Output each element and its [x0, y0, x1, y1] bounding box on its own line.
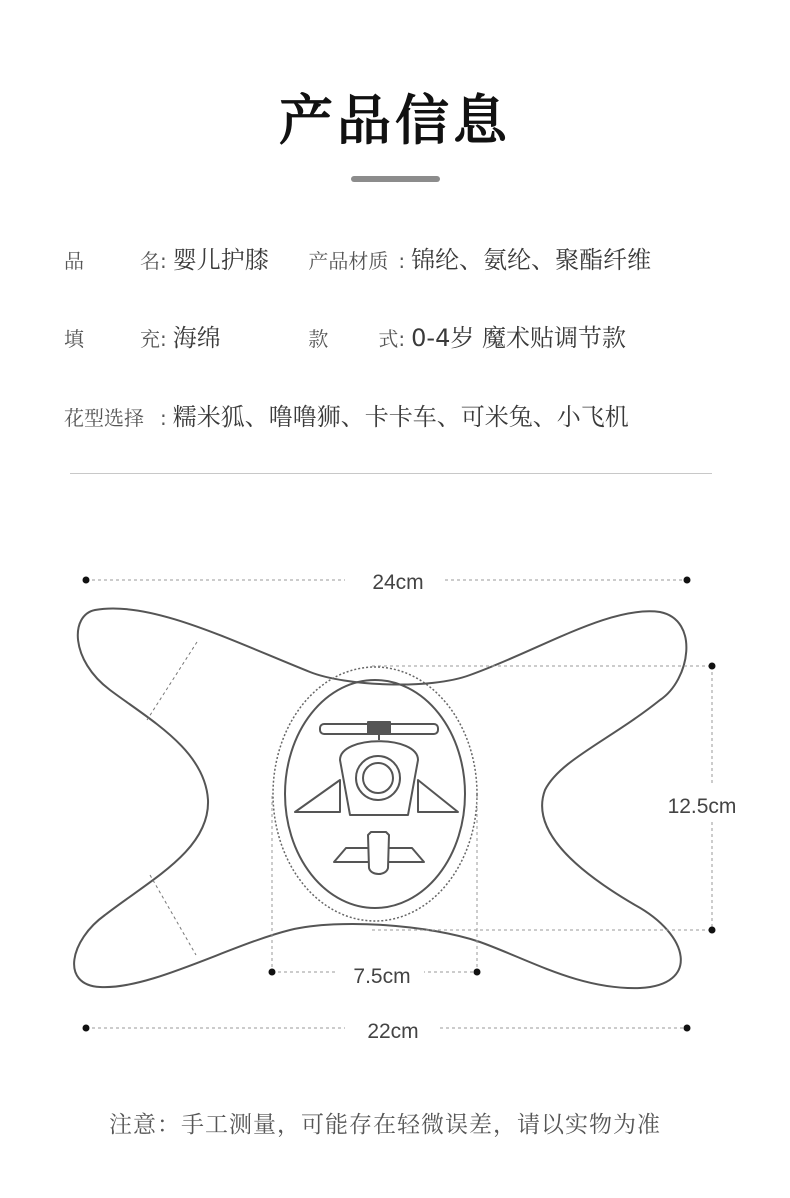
dim-width-top: [83, 571, 691, 594]
section-divider: [70, 473, 712, 474]
spec-row-1: 品 名 : 婴儿护膝 产品材质 : 锦纶、氨纶、聚酯纤维: [64, 240, 651, 275]
spec-label-style: 款 式: [308, 327, 399, 351]
dim-label-7-5: 7.5cm: [353, 965, 411, 988]
strap-seam-top: [147, 642, 197, 720]
spec-label-material: 产品材质: [308, 249, 389, 273]
spec-value-name: 婴儿护膝: [172, 246, 269, 274]
spec-label-pattern: 花型选择: [64, 406, 144, 430]
spec-row-3: 花型选择 : 糯米狐、噜噜狮、卡卡车、可米兔、小飞机: [64, 397, 629, 432]
airplane-icon: [295, 722, 458, 874]
dim-label-22: 22cm: [367, 1020, 419, 1043]
dim-width-bottom: [83, 1020, 691, 1043]
spec-value-material: 锦纶、氨纶、聚酯纤维: [411, 246, 652, 274]
dim-label-24: 24cm: [372, 571, 424, 594]
spec-value-filling: 海绵: [172, 324, 221, 352]
page-title: 产品信息: [279, 89, 511, 152]
title-underline: [351, 176, 440, 182]
strap-seam-bottom: [150, 875, 196, 955]
spec-value-style: 0-4岁 魔术贴调节款: [411, 324, 626, 352]
dim-label-12-5: 12.5cm: [667, 795, 737, 818]
dim-pad-width: [269, 796, 481, 988]
knee-pad-diagram: [0, 540, 790, 1060]
spec-row-2: 填 充 : 海绵 款 式 : 0-4岁 魔术贴调节款: [64, 318, 626, 353]
spec-label-name: 品 名: [64, 249, 160, 273]
dim-height-right: [372, 663, 736, 934]
measurement-note: 注意：手工测量，可能存在轻微误差，请以实物为准: [109, 1112, 661, 1138]
spec-value-pattern: 糯米狐、噜噜狮、卡卡车、可米兔、小飞机: [172, 403, 629, 431]
spec-label-filling: 填 充: [64, 327, 160, 351]
